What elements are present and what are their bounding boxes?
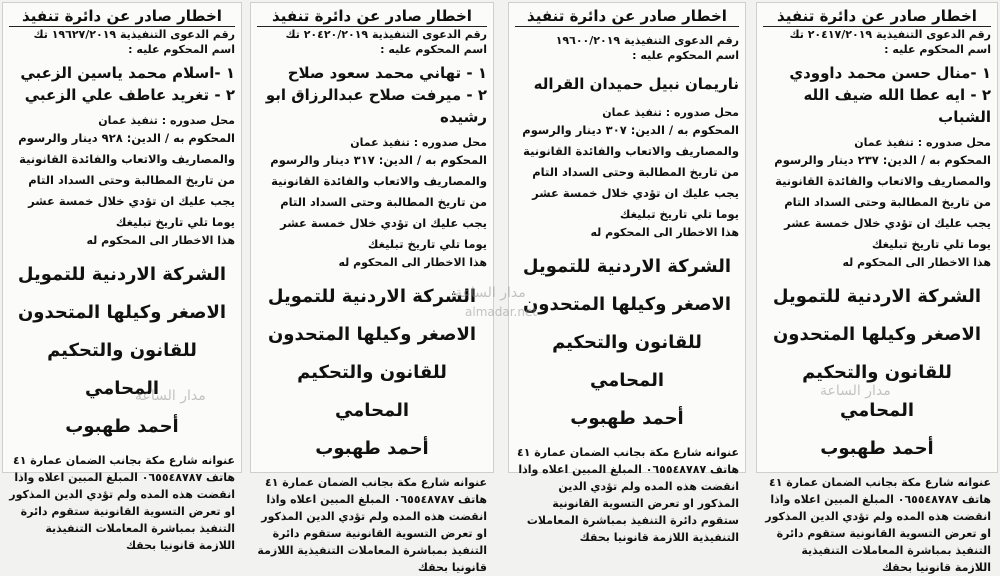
company-line: الاصغر وكيلها المتحدون [772, 324, 982, 345]
judgement-text: المحكوم به / الدين: ٣١٧ دينار والرسوم والمصاريف والاتعاب والفائدة القانونية من تاريخ المطالبة وحتى السداد التام يجب عليك ان تؤدي خلال خمسة عشر يوما تلي تاريخ تبليغك [270, 153, 487, 251]
judgement-text: المحكوم به / الدين: ٣٠٧ دينار والرسوم والمصاريف والاتعاب والفائدة القانونية من تاريخ المطالبة وحتى السداد التام يجب عليك ان تؤدي خلال خمسة عشر يوما تلي تاريخ تبليغك [522, 123, 739, 221]
address-footer: عنوانه شارع مكة بجانب الضمان عمارة ٤١ هاتف ٠٦٥٥٤٨٧٨٧ المبلغ المبين اعلاه واذا انقضت هذه المده ولم تؤدي الدين المذكور او تعرض التسوية القانونية ستقوم دائرة التنفيذ بمباشرة المعاملات التنفيذية اللازمة قانونيا بحقك [257, 476, 487, 574]
defendant-name: ١ -اسلام محمد ياسين الزعبي [20, 64, 235, 82]
company-line: الشركة الاردنية للتمويل [772, 286, 982, 307]
notice-column-4 [2, 2, 242, 552]
address-footer: عنوانه شارع مكة بجانب الضمان عمارة ٤١ هاتف ٠٦٥٥٤٨٧٨٧ المبلغ المبين اعلاه واذا انقضت هذه المده ولم تؤدي الدين المذكور او تعرض التسوية القانونية ستقوم دائرة التنفيذ بمباشرة المعاملات التنفيذية اللازمة قانونيا بحقك [516, 446, 739, 544]
company-line: للقانون والتحكيم المحامي [802, 362, 952, 421]
issue-place: محل صدوره : تنفيذ عمان [98, 114, 235, 127]
notice-header: اخطار صادر عن دائرة تنفيذ [763, 6, 991, 27]
defendant-name: ٢ - ايه عطا الله ضيف الله الشباب [803, 86, 991, 126]
notice-recipient: هذا الاخطار الى المحكوم له [842, 256, 991, 269]
notice-recipient: هذا الاخطار الى المحكوم له [338, 256, 487, 269]
defendant-name: ١ - تهاني محمد سعود صلاح [287, 64, 487, 82]
issue-place: محل صدوره : تنفيذ عمان [350, 136, 487, 149]
company-line: أحمد طهبوب [570, 408, 684, 429]
company-line: أحمد طهبوب [315, 438, 429, 459]
notice-recipient: هذا الاخطار الى المحكوم له [86, 234, 235, 247]
defendant-label: اسم المحكوم عليه : [380, 43, 487, 56]
watermark-text: مدار الساعة [455, 285, 526, 301]
case-number: رقم الدعوى التنفيذية ٢٠٤١٧/٢٠١٩ تك [789, 28, 991, 41]
issue-place: محل صدوره : تنفيذ عمان [854, 136, 991, 149]
notice-header: اخطار صادر عن دائرة تنفيذ [9, 6, 235, 27]
company-line: أحمد طهبوب [65, 416, 179, 437]
company-line: الشركة الاردنية للتمويل [267, 286, 477, 307]
defendant-label: اسم المحكوم عليه : [884, 43, 991, 56]
issue-place: محل صدوره : تنفيذ عمان [602, 106, 739, 119]
notice-column-1 [756, 2, 998, 574]
notice-column-2 [508, 2, 746, 544]
case-number: رقم الدعوى التنفيذية ١٩٦٠٠/٢٠١٩ [555, 34, 739, 47]
notice-column-3 [250, 2, 494, 574]
notice-header: اخطار صادر عن دائرة تنفيذ [257, 6, 487, 27]
company-line: أحمد طهبوب [820, 438, 934, 459]
address-footer: عنوانه شارع مكة بجانب الضمان عمارة ٤١ هاتف ٠٦٥٥٤٨٧٨٧ المبلغ المبين اعلاه واذا انقضت هذه المده ولم تؤدي الدين المذكور او تعرض التسوية القانونية ستقوم دائرة التنفيذ بمباشرة المعاملات التنفيذية اللازمة قانونيا بحقك [765, 476, 991, 574]
company-line: الشركة الاردنية للتمويل [17, 264, 227, 285]
company-line: للقانون والتحكيم المحامي [552, 332, 702, 391]
defendant-name: ٢ - تغريد عاطف علي الزعبي [24, 86, 235, 104]
defendant-name: ١ -منال حسن محمد داوودي [789, 64, 991, 82]
watermark-site: almadar.net [465, 305, 538, 319]
notice-header: اخطار صادر عن دائرة تنفيذ [515, 6, 739, 27]
address-footer: عنوانه شارع مكة بجانب الضمان عمارة ٤١ هاتف ٠٦٥٥٤٨٧٨٧ المبلغ المبين اعلاه واذا انقضت هذه المده ولم تؤدي الدين المذكور او تعرض التسوية القانونية ستقوم دائرة التنفيذ بمباشرة المعاملات التنفيذية اللازمة قانونيا بحقك [9, 454, 235, 552]
company-line: الاصغر وكيلها المتحدون [267, 324, 477, 345]
company-line: الاصغر وكيلها المتحدون [17, 302, 227, 323]
defendant-name: ٢ - ميرفت صلاح عبدالرزاق ابو رشيده [265, 86, 487, 126]
watermark-text: مدار الساعة [820, 383, 891, 399]
company-line: الشركة الاردنية للتمويل [522, 256, 732, 277]
watermark-text: مدار الساعة [135, 388, 206, 404]
judgement-text: المحكوم به / الدين: ٢٣٧ دينار والرسوم والمصاريف والاتعاب والفائدة القانونية من تاريخ المطالبة وحتى السداد التام يجب عليك ان تؤدي خلال خمسة عشر يوما تلي تاريخ تبليغك [774, 153, 991, 251]
defendant-label: اسم المحكوم عليه : [632, 49, 739, 62]
notice-recipient: هذا الاخطار الى المحكوم له [590, 226, 739, 239]
defendant-name: ناريمان نبيل حميدان القراله [533, 75, 739, 93]
judgement-text: المحكوم به / الدين: ٩٢٨ دينار والرسوم والمصاريف والاتعاب والفائدة القانونية من تاريخ المطالبة وحتى السداد التام يجب عليك ان تؤدي خلال خمسة عشر يوما تلي تاريخ تبليغك [18, 131, 235, 229]
company-line: للقانون والتحكيم المحامي [47, 340, 197, 399]
company-line: للقانون والتحكيم المحامي [297, 362, 447, 421]
defendant-label: اسم المحكوم عليه : [128, 43, 235, 56]
case-number: رقم الدعوى التنفيذية ١٩٦٢٧/٢٠١٩ تك [33, 28, 235, 41]
company-line: الاصغر وكيلها المتحدون [522, 294, 732, 315]
case-number: رقم الدعوى التنفيذية ٢٠٤٢٠/٢٠١٩ تك [285, 28, 487, 41]
